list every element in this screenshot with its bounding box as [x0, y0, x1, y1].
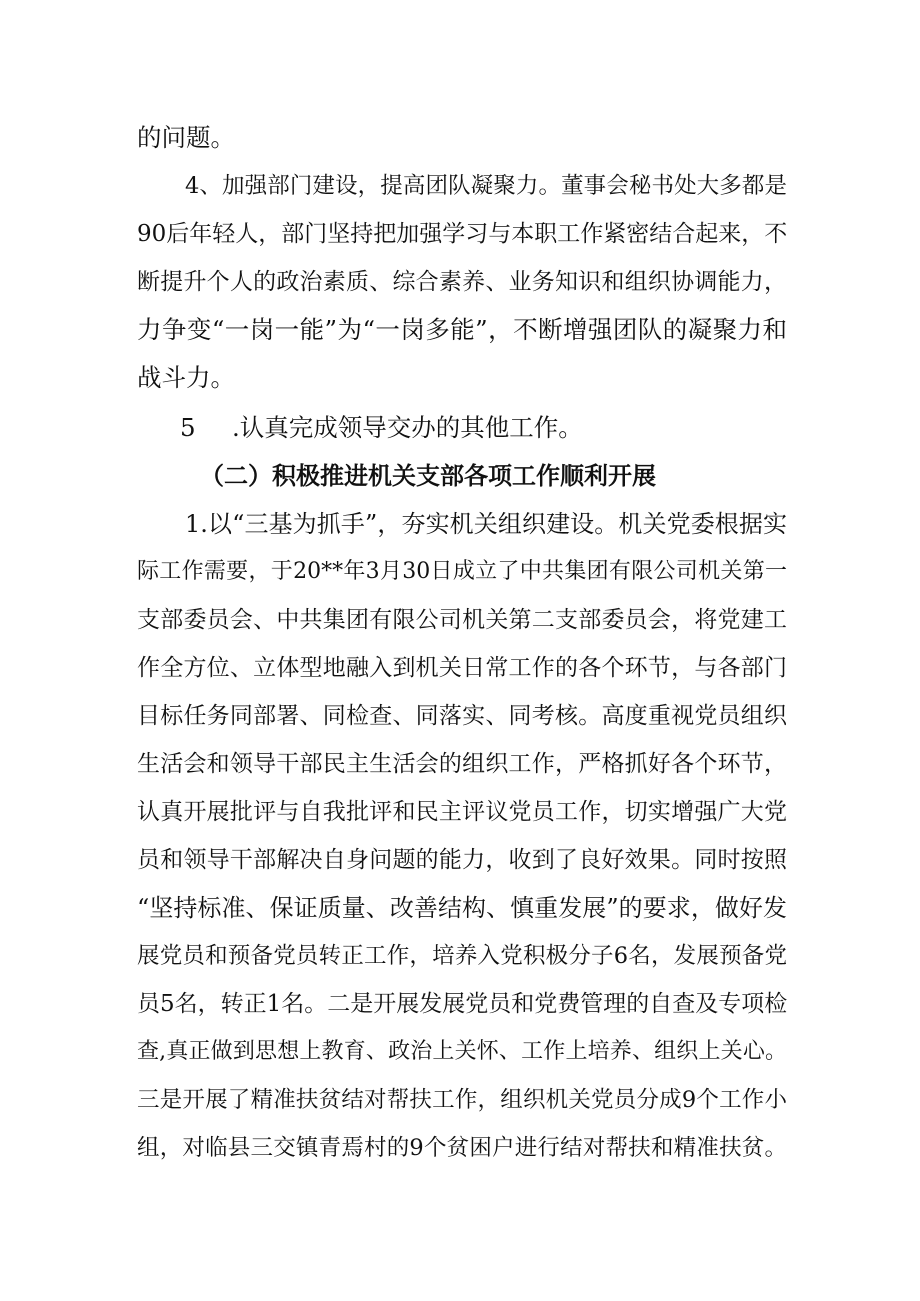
paragraph-4-line-2: 90后年轻人，部门坚持把加强学习与本职工作紧密结合起来，不 [137, 221, 788, 247]
paragraph-6-line-14: 组，对临县三交镇青焉村的9个贫困户进行结对帮扶和精准扶贫。 [137, 1135, 787, 1161]
paragraph-4-line-4: 力争变“一岗一能”为“一岗多能”，不断增强团队的凝聚力和 [137, 315, 787, 344]
paragraph-6-line-13: 三是开展了精准扶贫结对帮扶工作，组织机关党员分成9个工作小 [137, 1087, 787, 1113]
paragraph-6-line-12: 查,真正做到思想上教育、政治上关怀、工作上培养、组织上关心。 [137, 1039, 787, 1064]
paragraph-5-text: .认真完成领导交办的其他工作。 [232, 413, 583, 442]
paragraph-5 [180, 406, 583, 450]
paragraph-6-line-4: 作全方位、立体型地融入到机关日常工作的各个环节，与各部门 [137, 655, 787, 681]
paragraph-6-line-2: 际工作需要，于20**年3月30日成立了中共集团有限公司机关第一 [137, 559, 787, 584]
section-heading: （二）积极推进机关支部各项工作顺利开展 [200, 462, 656, 490]
paragraph-6-line-8: 员和领导干部解决自身问题的能力，收到了良好效果。同时按照 [137, 847, 787, 873]
paragraph-4-line-3: 断提升个人的政治素质、综合素养、业务知识和组织协调能力， [137, 269, 787, 295]
paragraph-6-line-7: 认真开展批评与自我批评和民主评议党员工作，切实增强广大党 [137, 799, 787, 825]
paragraph-tail-line: 的问题。 [137, 123, 235, 152]
paragraph-6-line-10: 展党员和预备党员转正工作，培养入党积极分子6名，发展预备党 [137, 943, 787, 969]
paragraph-5-number: 5 [180, 413, 196, 442]
paragraph-6-line-3: 支部委员会、中共集团有限公司机关第二支部委员会，将党建工 [137, 607, 787, 633]
paragraph-6-line-9: “坚持标准、保证质量、改善结构、慎重发展”的要求，做好发 [137, 894, 787, 922]
paragraph-6-line-6: 生活会和领导干部民主生活会的组织工作，严格抓好各个环节， [137, 751, 787, 777]
paragraph-6-line-11: 员5名，转正1名。二是开展发展党员和党费管理的自查及专项检 [137, 991, 788, 1017]
paragraph-4-line-5: 战斗力。 [137, 363, 235, 392]
paragraph-4-line-1: 4、加强部门建设，提高团队凝聚力。董事会秘书处大多都是 [185, 173, 787, 199]
paragraph-6-line-5: 目标任务同部署、同检查、同落实、同考核。高度重视党员组织 [137, 703, 787, 729]
paragraph-6-line-1: 1.以“三基为抓手”，夯实机关组织建设。机关党委根据实 [185, 510, 787, 538]
